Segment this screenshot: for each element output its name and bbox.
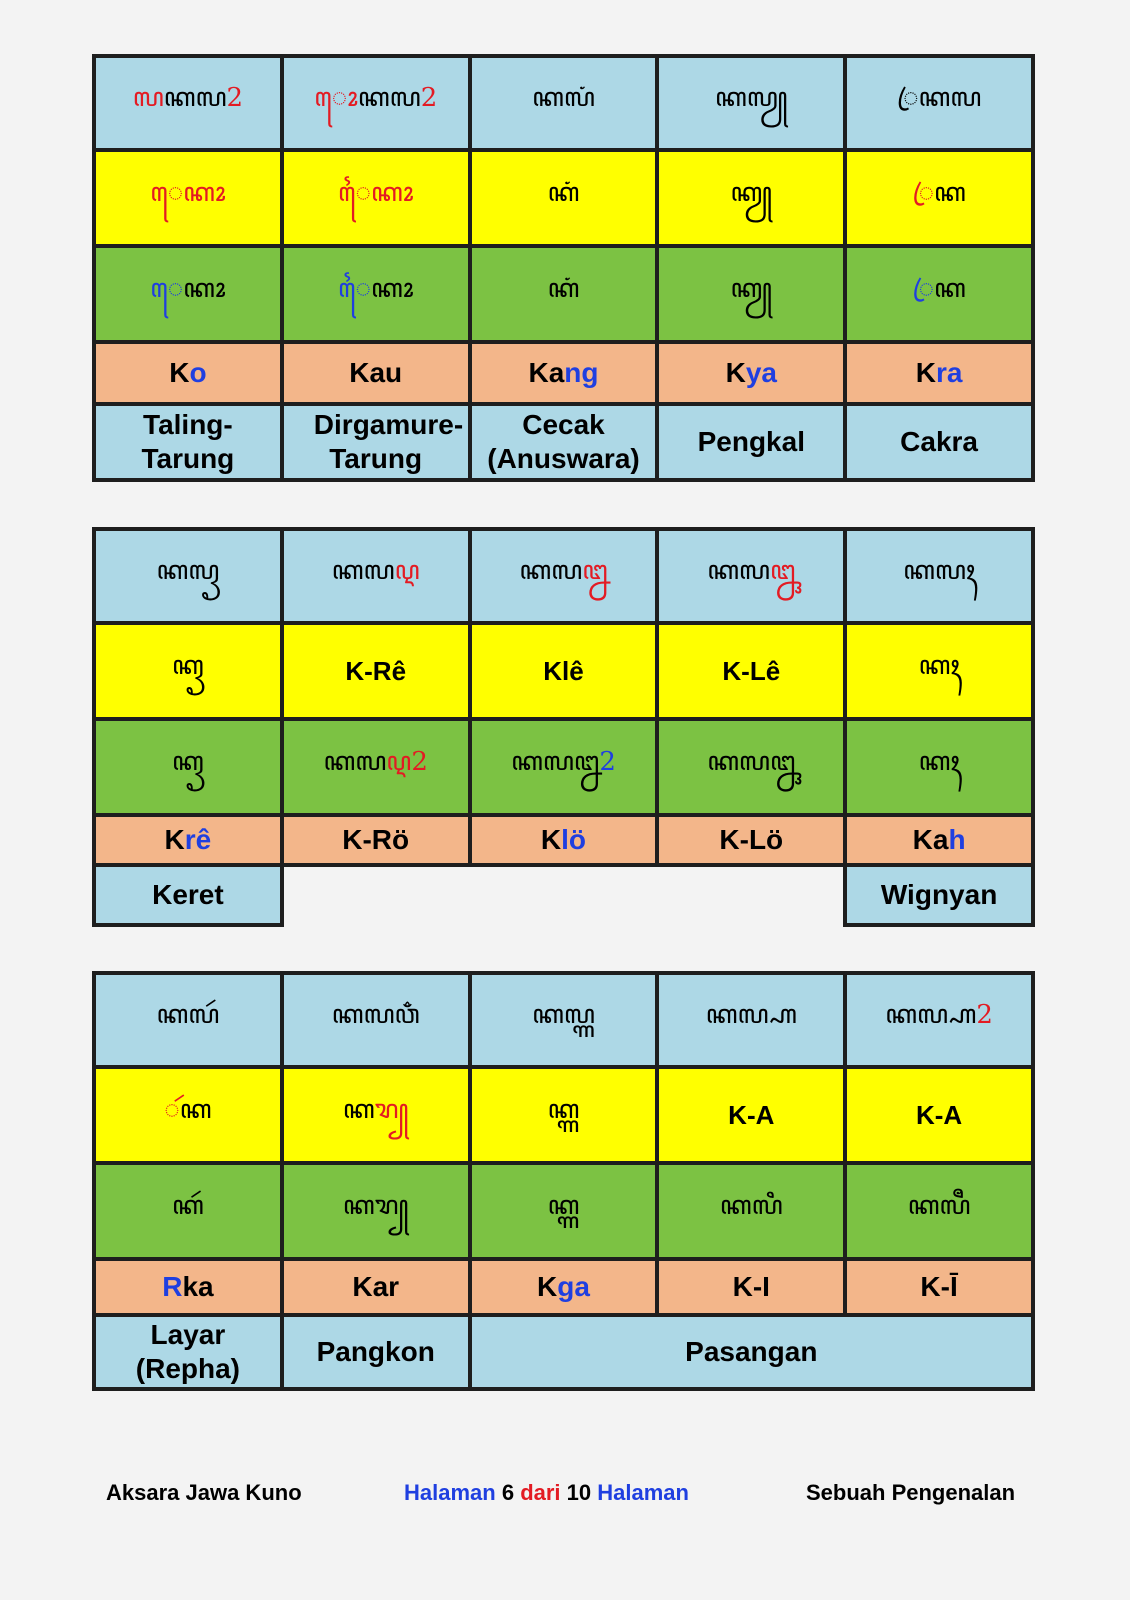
cell-label: K-Rê [345, 655, 407, 686]
latin-transliteration [537, 1271, 590, 1302]
text-segment: 10 [560, 1480, 598, 1505]
text-segment: h [948, 824, 966, 855]
text-segment: Ka [912, 824, 949, 855]
latin-transliteration [162, 1271, 213, 1302]
text-segment: ꦫ꧀ [374, 1094, 409, 1125]
text-segment: ꦊ [582, 555, 608, 586]
text-segment: ꦏꦭ [511, 746, 574, 777]
text-segment: K-I [732, 1271, 770, 1302]
text-segment: Halaman [404, 1480, 496, 1505]
javanese-glyph [157, 1000, 220, 1030]
text-segment: ꦏꦭ [331, 555, 395, 586]
text-segment: Ka [528, 357, 565, 388]
text-segment: ꦏꦭ [719, 1190, 783, 1221]
yellow-cell [845, 623, 1033, 719]
text-segment: ꦂ [164, 1094, 180, 1125]
latin-transliteration [541, 824, 586, 855]
text-segment: ꦉ [386, 746, 412, 777]
text-segment: ꦏꦫ [342, 1190, 409, 1221]
javanese-glyph [731, 274, 773, 304]
latin-transliteration [165, 824, 212, 855]
footer-page-indicator [404, 1480, 689, 1506]
latin-transliteration [726, 357, 777, 388]
text-segment: 2 [976, 999, 993, 1030]
text-segment: o [189, 357, 207, 388]
javanese-glyph [707, 556, 795, 586]
javanese-glyph [338, 178, 414, 208]
sandhangan-name: Taling-Tarung [141, 409, 235, 474]
javanese-glyph [715, 83, 788, 113]
text-segment: lö [561, 824, 587, 855]
text-segment: ꦏ [179, 1094, 212, 1125]
javanese-glyph [157, 556, 220, 586]
yellow-cell [845, 1067, 1033, 1163]
sandhangan-name: Cakra [900, 426, 979, 457]
javanese-glyph [532, 83, 595, 113]
sandhangan-name: Pangkon [316, 1336, 435, 1367]
text-segment: ꦿꦏꦭ [896, 82, 982, 113]
text-segment: K-Rö [342, 824, 410, 855]
text-segment: ꦏꦭ [907, 1190, 971, 1221]
text-segment: ꦏ [730, 177, 773, 208]
text-segment: ꦏ [918, 650, 960, 681]
table-1 [92, 54, 1035, 482]
javanese-glyph [706, 1000, 797, 1030]
sandhangan-name: Cecak (Anuswara) [487, 409, 640, 474]
text-segment: ꦏ [342, 1094, 375, 1125]
text-segment: ꦏꦭ [532, 999, 595, 1030]
text-segment: ꦏꦭ [707, 555, 770, 586]
text-segment: ꦏꦭꦮ [331, 999, 420, 1030]
javanese-glyph [897, 83, 981, 113]
javanese-glyph [903, 556, 975, 586]
javanese-glyph [919, 747, 960, 777]
text-segment: ꦺ [150, 273, 184, 304]
latin-transliteration [349, 357, 402, 388]
sandhangan-name: Dirgamure-Tarung [313, 409, 464, 474]
text-segment: K-Lö [719, 824, 784, 855]
yellow-cell [470, 623, 658, 719]
javanese-glyph [519, 556, 607, 586]
text-segment: ꦋ [769, 555, 796, 586]
text-segment: ꦏꦭ [885, 999, 977, 1030]
text-segment: ꦏꦴ [370, 273, 414, 304]
latin-transliteration [352, 1271, 399, 1302]
sandhangan-name: Layar (Repha) [135, 1319, 241, 1384]
text-segment: K [725, 357, 746, 388]
yellow-cell [282, 623, 470, 719]
latin-transliteration [916, 357, 963, 388]
javanese-glyph [314, 83, 437, 113]
text-segment: ꦏꦂ [172, 1190, 204, 1221]
latin-transliteration [913, 824, 966, 855]
text-segment: ꦏꦭ [903, 555, 976, 586]
javanese-glyph [324, 747, 428, 777]
text-segment: 2 [420, 82, 438, 113]
text-segment: ꦻ [337, 177, 371, 208]
text-segment: K [537, 1271, 558, 1302]
sandhangan-name: Wignyan [880, 879, 998, 910]
table-2 [92, 527, 1035, 927]
text-segment: ꦺꦴ [314, 82, 358, 113]
text-segment: K-Ī [920, 1271, 958, 1302]
text-segment: K [915, 357, 936, 388]
text-segment: ꦏ [547, 1094, 580, 1125]
text-segment: Kau [349, 357, 403, 388]
sandhangan-name: Pengkal [697, 426, 805, 457]
text-segment: rê [184, 824, 212, 855]
text-segment: ꦏ [730, 273, 773, 304]
cell-label: Klê [543, 655, 584, 686]
footer-right: Sebuah Pengenalan [806, 1480, 1016, 1505]
text-segment: ꦏꦴ [183, 273, 226, 304]
text-segment: ꦏꦭ [705, 999, 797, 1030]
text-segment: K [169, 357, 190, 388]
text-segment: 6 [495, 1480, 521, 1505]
yellow-cell [470, 1067, 658, 1163]
sandhangan-name: Keret [152, 879, 224, 910]
latin-transliteration [733, 1271, 770, 1302]
javanese-glyph [164, 1095, 211, 1125]
javanese-glyph [720, 1191, 783, 1221]
text-segment: 2 [599, 746, 616, 777]
text-segment: ꦏꦭ [357, 82, 421, 113]
latin-transliteration [169, 357, 206, 388]
text-segment: ꦭ [132, 82, 164, 113]
text-segment: ꦏꦭ [156, 555, 220, 586]
text-segment: ꦏꦁ [547, 177, 580, 208]
text-segment: ꦏꦭ [323, 746, 387, 777]
latin-transliteration [920, 1271, 957, 1302]
text-segment: ꦋ [769, 746, 796, 777]
text-segment: 2 [411, 746, 428, 777]
footer-left: Aksara Jawa Kuno [106, 1480, 302, 1505]
text-segment: 2 [226, 82, 244, 113]
latin-transliteration [528, 357, 598, 388]
yellow-cell [657, 1067, 845, 1163]
javanese-glyph [548, 274, 580, 304]
text-segment: ꦻ [337, 273, 371, 304]
javanese-glyph [332, 1000, 420, 1030]
javanese-glyph [885, 1000, 993, 1030]
text-segment: ꦏ [934, 273, 966, 304]
text-segment: ꦏꦭ [163, 82, 227, 113]
latin-transliteration [719, 824, 783, 855]
empty-space [282, 865, 845, 925]
javanese-glyph [172, 651, 204, 681]
text-segment: ꦿ [912, 273, 935, 304]
cell-label: K-A [915, 1099, 963, 1130]
javanese-glyph [150, 178, 226, 208]
text-segment: ga [557, 1271, 590, 1302]
yellow-cell [94, 623, 282, 719]
yellow-cell [94, 1067, 282, 1163]
text-segment: ra [935, 357, 963, 388]
javanese-glyph [919, 651, 960, 681]
text-segment: ꦏꦭ [707, 746, 770, 777]
text-segment: R [162, 1271, 183, 1302]
javanese-glyph [912, 274, 965, 304]
text-segment: K [164, 824, 185, 855]
cell-label: K-Lê [722, 655, 781, 686]
text-segment: ꦏ [918, 746, 960, 777]
sandhangan-name: Pasangan [685, 1336, 818, 1367]
text-segment: ꦺ [150, 177, 184, 208]
javanese-glyph [731, 178, 773, 208]
table-3 [92, 971, 1035, 1391]
text-segment: ꦏ [934, 177, 966, 208]
text-segment: K [540, 824, 562, 855]
javanese-glyph [548, 1191, 580, 1221]
text-segment: dari [520, 1480, 561, 1505]
text-segment: ꦿ [912, 177, 935, 208]
text-segment: Halaman [597, 1480, 689, 1505]
latin-transliteration [342, 824, 409, 855]
javanese-glyph [338, 274, 414, 304]
javanese-glyph [548, 178, 580, 208]
text-segment: ya [745, 357, 777, 388]
javanese-glyph [343, 1095, 409, 1125]
yellow-cell [282, 1067, 470, 1163]
text-segment: ꦊ [573, 746, 600, 777]
text-segment: ꦉ [394, 555, 420, 586]
text-segment: ꦏꦭ [519, 555, 583, 586]
javanese-glyph [908, 1191, 971, 1221]
text-segment: ka [182, 1271, 214, 1302]
javanese-glyph [707, 747, 795, 777]
text-segment: ꦏꦭꦁ [532, 82, 595, 113]
text-segment: ꦏ [547, 1190, 580, 1221]
javanese-glyph [172, 1191, 204, 1221]
javanese-glyph [511, 747, 616, 777]
javanese-glyph [150, 274, 226, 304]
javanese-glyph [548, 1095, 580, 1125]
text-segment: ꦏꦭ [156, 999, 220, 1030]
text-segment: ꦏ [172, 746, 204, 777]
text-segment: Kar [352, 1271, 400, 1302]
javanese-glyph [332, 556, 420, 586]
yellow-cell [657, 623, 845, 719]
text-segment: ꦏꦁ [547, 273, 580, 304]
text-segment: ꦏꦴ [370, 177, 414, 208]
cell-label: K-A [728, 1099, 775, 1130]
text-segment: ng [564, 357, 599, 388]
javanese-glyph [133, 83, 243, 113]
javanese-glyph [343, 1191, 409, 1221]
text-segment: ꦏꦭ [715, 82, 788, 113]
javanese-glyph [532, 1000, 595, 1030]
text-segment: ꦏꦴ [183, 177, 226, 208]
javanese-glyph [912, 178, 965, 208]
text-segment: ꦏ [172, 650, 204, 681]
javanese-glyph [172, 747, 204, 777]
